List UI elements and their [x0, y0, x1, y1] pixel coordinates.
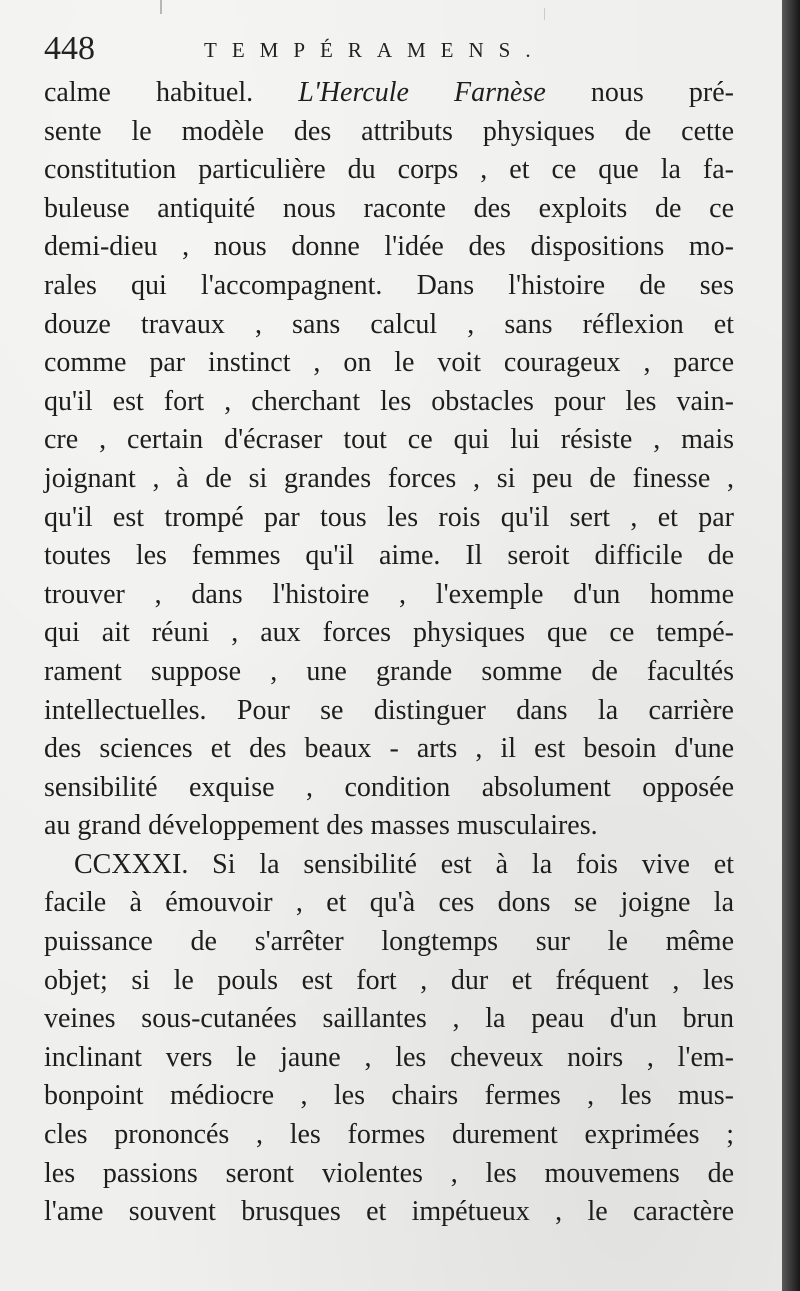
- margin-mark: [160, 0, 162, 14]
- text-line: [44, 537, 734, 576]
- text-line: [44, 692, 734, 731]
- text-segment: intellectuelles. Pour se distinguer dans la carrière: [44, 694, 734, 726]
- running-head: TEMPÉRAMENS.: [204, 38, 546, 62]
- text-line: [44, 499, 734, 538]
- text-line: [44, 807, 734, 846]
- text-segment: au grand développement des masses musculaires.: [44, 810, 598, 842]
- text-segment: toutes les femmes qu'il aime. Il seroit difficile de: [44, 540, 734, 572]
- text-line: [44, 113, 734, 152]
- text-segment: inclinant vers le jaune , les cheveux noirs , l'em-: [44, 1041, 734, 1073]
- text-segment: trouver , dans l'histoire , l'exemple d'un homme: [44, 578, 734, 610]
- text-segment: rales qui l'accompagnent. Dans l'histoire de ses: [44, 269, 734, 301]
- text-segment: cles prononcés , les formes durement exprimées ;: [44, 1119, 734, 1151]
- text-segment: buleuse antiquité nous raconte des exploits de ce: [44, 192, 734, 224]
- text-line: [44, 962, 734, 1001]
- body-text: [44, 74, 734, 1232]
- text-line: [44, 730, 734, 769]
- text-line: [44, 769, 734, 808]
- text-segment: facile à émouvoir , et qu'à ces dons se joigne la: [44, 887, 734, 919]
- text-segment: nous pré-: [545, 77, 734, 108]
- text-line: [44, 421, 734, 460]
- text-segment: constitution particulière du corps , et ce que la fa-: [44, 154, 734, 186]
- text-line: [44, 1193, 734, 1232]
- text-segment: cre , certain d'écraser tout ce qui lui résiste , mais: [44, 424, 734, 456]
- text-segment: objet; si le pouls est fort , dur et fréquent , les: [44, 964, 734, 996]
- text-segment: demi-dieu , nous donne l'idée des dispositions mo-: [44, 231, 734, 263]
- text-segment: CCXXXI. Si la sensibilité est à la fois vive et: [74, 848, 734, 880]
- text-line: [44, 228, 734, 267]
- text-segment: bonpoint médiocre , les chairs fermes , les mus-: [44, 1080, 734, 1112]
- margin-mark: [544, 8, 545, 20]
- text-segment: joignant , à de si grandes forces , si peu de finesse ,: [44, 462, 734, 494]
- text-segment: des sciences et des beaux - arts , il est besoin d'une: [44, 733, 734, 765]
- text-line: [44, 614, 734, 653]
- page-number: 448: [44, 30, 95, 67]
- text-line: [44, 306, 734, 345]
- text-segment: sensibilité exquise , condition absolument opposée: [44, 771, 734, 803]
- page-header: [44, 30, 734, 74]
- text-segment: les passions seront violentes , les mouvemens de: [44, 1157, 734, 1189]
- text-line: [44, 383, 734, 422]
- text-line: [44, 1077, 734, 1116]
- text-segment: qui ait réuni , aux forces physiques que ce tempé-: [44, 617, 734, 649]
- text-line: [44, 653, 734, 692]
- text-segment: puissance de s'arrêter longtemps sur le même: [44, 926, 734, 958]
- text-line: [44, 1116, 734, 1155]
- text-line: [44, 151, 734, 190]
- text-segment: calme habituel.: [44, 77, 299, 108]
- text-segment: douze travaux , sans calcul , sans réflexion et: [44, 308, 734, 340]
- text-line: [44, 1000, 734, 1039]
- text-segment: rament suppose , une grande somme de facultés: [44, 655, 734, 687]
- text-segment: qu'il est trompé par tous les rois qu'il sert , et par: [44, 501, 734, 533]
- text-line: [44, 267, 734, 306]
- text-line: [44, 344, 734, 383]
- text-line: [44, 576, 734, 615]
- text-line: [44, 923, 734, 962]
- text-segment: comme par instinct , on le voit courageux , parce: [44, 347, 734, 379]
- scan-edge-shadow: [782, 0, 800, 1291]
- text-segment: qu'il est fort , cherchant les obstacles pour les vain-: [44, 385, 734, 417]
- text-segment: l'ame souvent brusques et impétueux , le caractère: [44, 1196, 734, 1228]
- text-segment: veines sous-cutanées saillantes , la peau d'un brun: [44, 1003, 734, 1035]
- text-line: [44, 74, 734, 113]
- text-line: [44, 460, 734, 499]
- text-line: [44, 884, 734, 923]
- text-line: [44, 1155, 734, 1194]
- text-line: [44, 190, 734, 229]
- text-line: [44, 1039, 734, 1078]
- text-segment: sente le modèle des attributs physiques de cette: [44, 115, 734, 147]
- text-line: [44, 846, 734, 885]
- italic-text-segment: L'Hercule Farnèse: [298, 77, 546, 108]
